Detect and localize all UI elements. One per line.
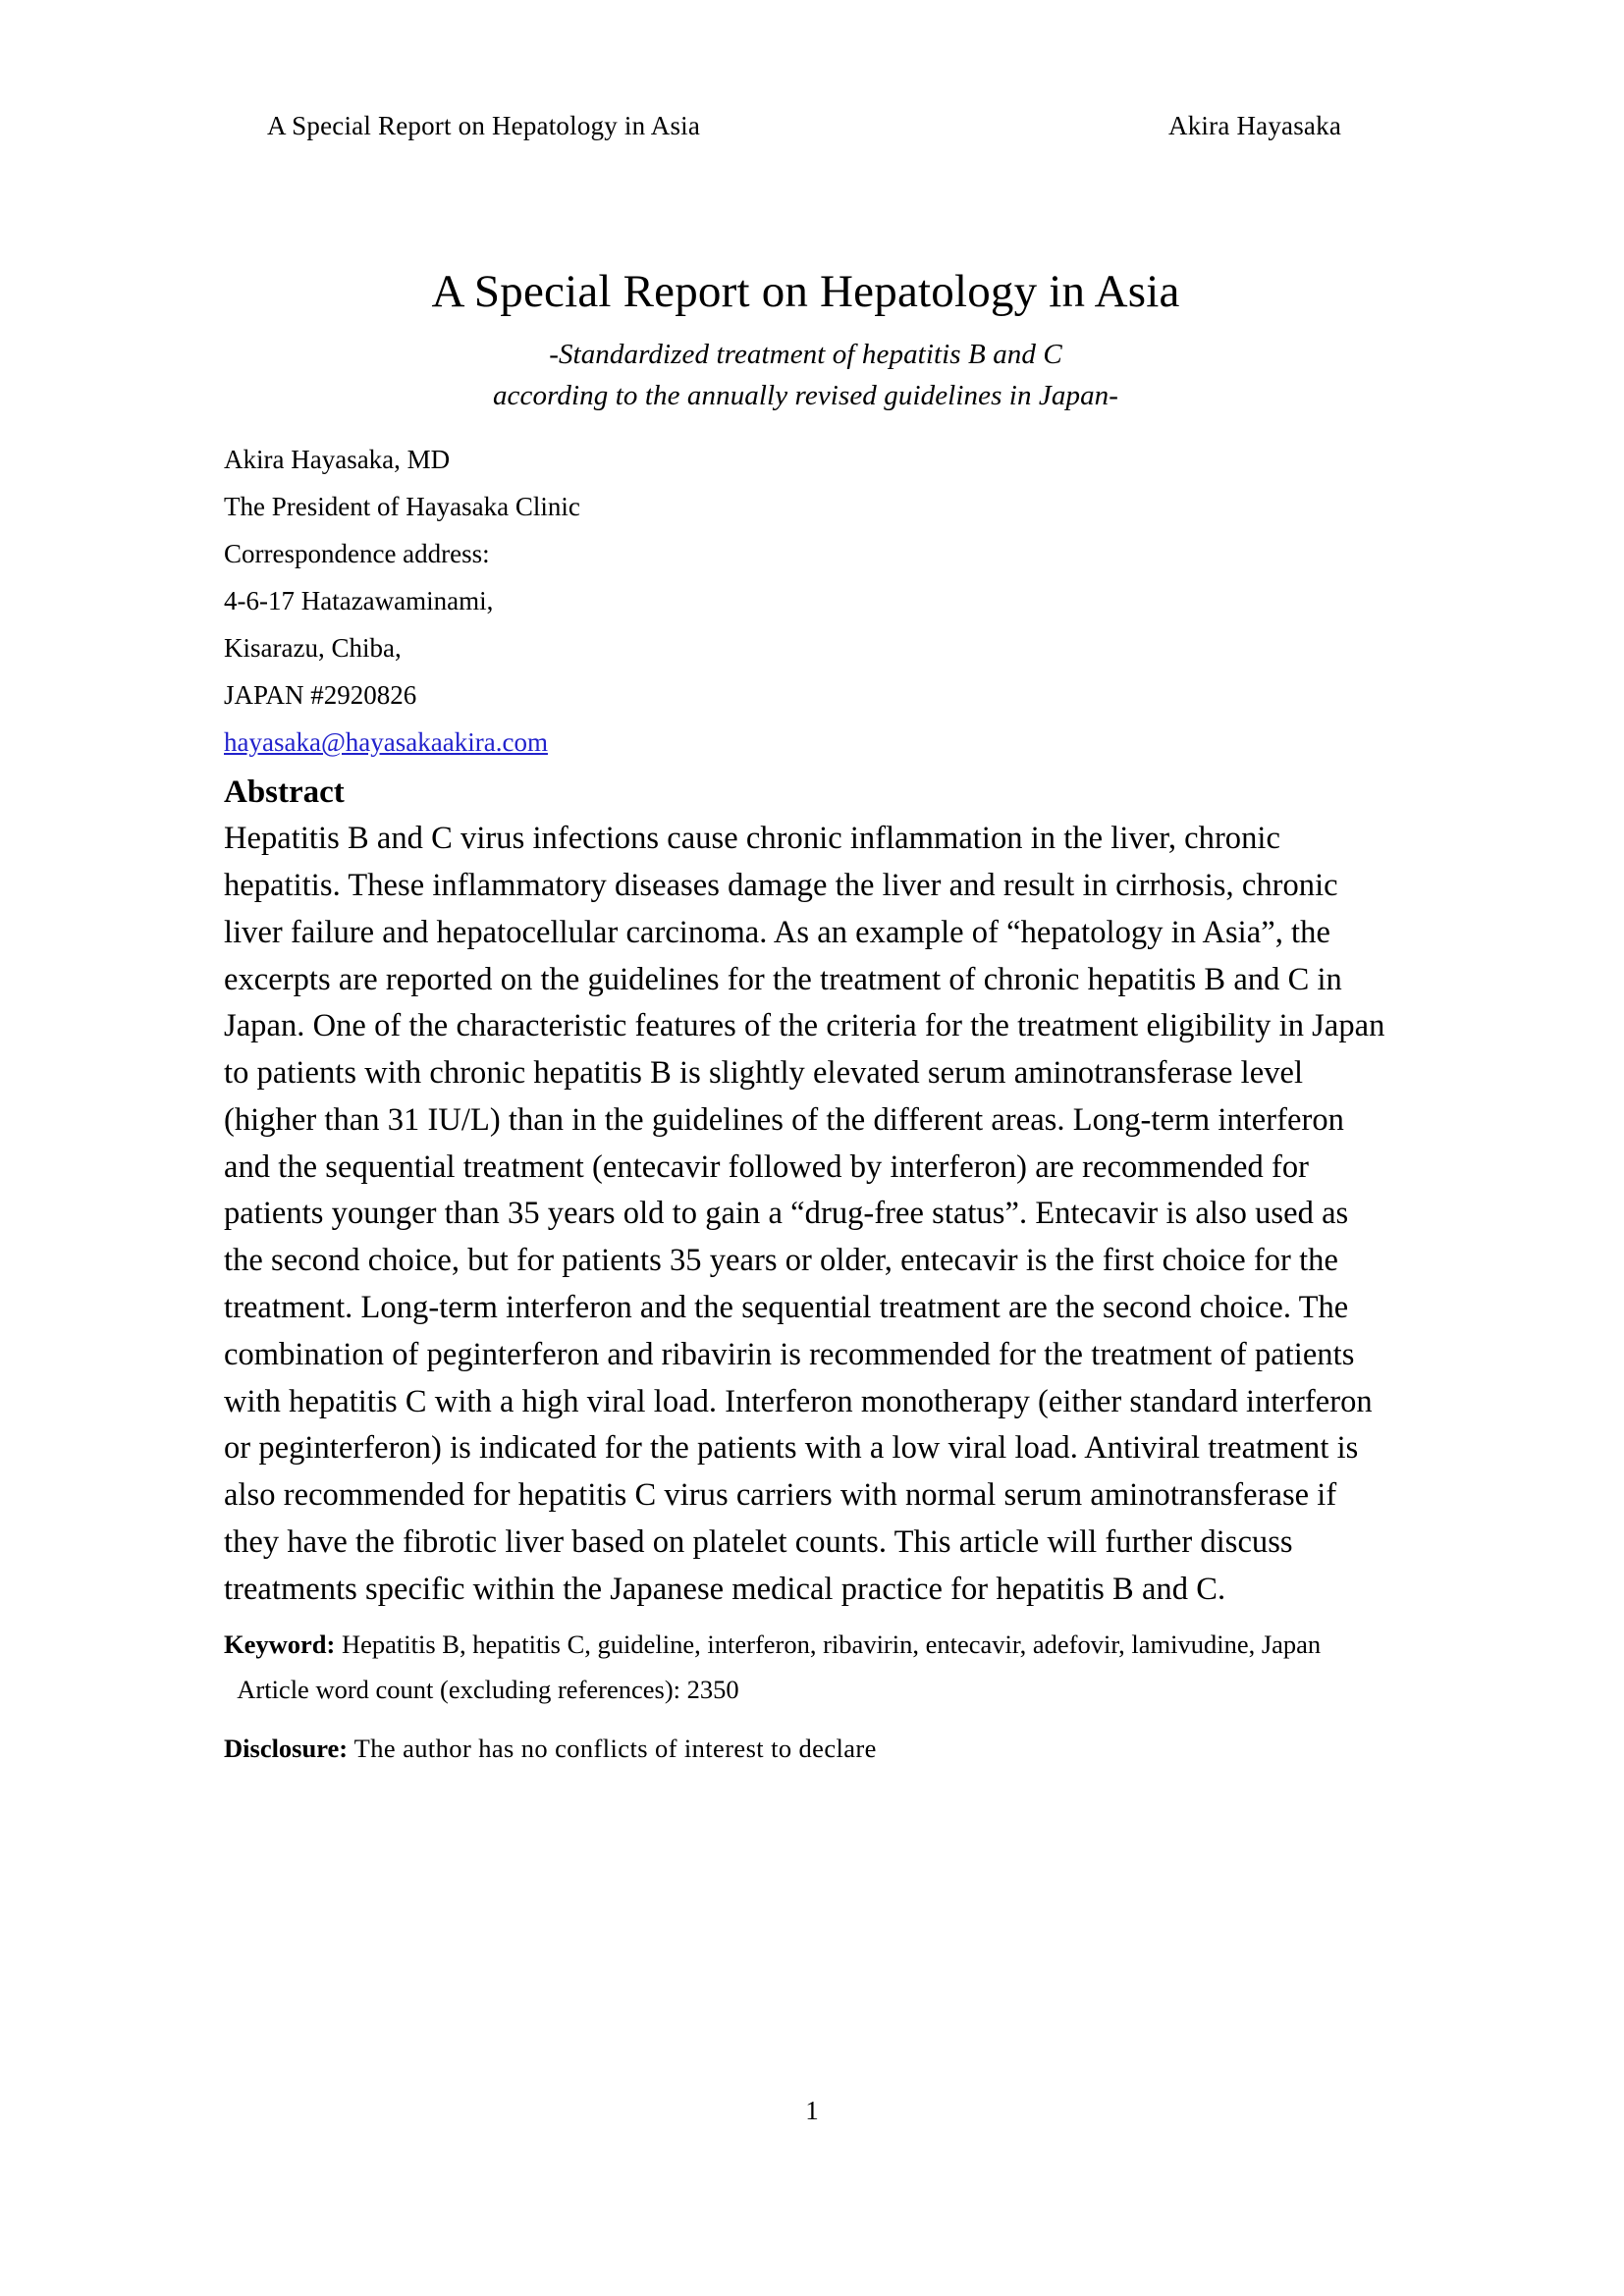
- page-title: A Special Report on Hepatology in Asia: [431, 266, 1180, 317]
- subtitle-line-2: according to the annually revised guidelines in Japan-: [492, 380, 1119, 412]
- abstract-heading: Abstract: [224, 774, 345, 811]
- keywords-block: [224, 1623, 1387, 1712]
- keywords-line: [224, 1623, 1387, 1712]
- disclosure-value: The author has no conflicts of interest to declare: [353, 1733, 877, 1763]
- address-line-1: 4-6-17 Hatazawaminami,: [224, 586, 494, 616]
- page-number: 1: [805, 2096, 819, 2125]
- word-count: Article word count (excluding references): 2350: [237, 1674, 739, 1704]
- disclosure-line: [224, 1727, 1387, 1772]
- address-line-3: JAPAN #2920826: [224, 680, 417, 711]
- keywords-label: Keyword:: [224, 1629, 336, 1660]
- abstract-body: Hepatitis B and C virus infections cause chronic inflammation in the liver, chronic hepatitis. These inflammatory diseases damage the liver and result in cirrhosis, chronic liver failure and hepatocellular carcinoma. As an example of “hepatology in Asia”, the excerpts are reported on the guidelines for the treatment of chronic hepatitis B and C in Japan. One of the characteristic features of the criteria for the treatment eligibility in Japan to patients with chronic hepatitis B is slightly elevated serum aminotransferase level (higher than 31 IU/L) than in the guidelines of the different areas. Long-term interferon and the sequential treatment (entecavir followed by interferon) are recommended for patients younger than 35 years old to gain a “drug-free status”. Entecavir is also used as the second choice, but for patients 35 years or older, entecavir is the first choice for the treatment. Long-term interferon and the sequential treatment are the second choice. The combination of peginterferon and ribavirin is recommended for the treatment of patients with hepatitis C with a high viral load. Interferon monotherapy (either standard interferon or peginterferon) is indicated for the patients with a low viral load. Antiviral treatment is also recommended for hepatitis C virus carriers with normal serum aminotransferase if they have the fibrotic liver based on platelet counts. This article will further discuss treatments specific within the Japanese medical practice for hepatitis B and C.: [224, 821, 1385, 1607]
- email-link[interactable]: hayasaka@hayasakaakira.com: [224, 727, 548, 758]
- disclosure-label: Disclosure:: [224, 1733, 349, 1763]
- running-header-author: Akira Hayasaka: [1168, 111, 1341, 140]
- author-position: The President of Hayasaka Clinic: [224, 492, 580, 522]
- running-header: [267, 110, 1357, 141]
- affiliation-block: [224, 436, 1387, 766]
- address-line-2: Kisarazu, Chiba,: [224, 633, 402, 664]
- email-line: [224, 719, 1387, 766]
- author-name: Akira Hayasaka, MD: [224, 445, 451, 475]
- correspondence-label: Correspondence address:: [224, 539, 490, 569]
- document-content: [224, 265, 1387, 1797]
- keywords-value: Hepatitis B, hepatitis C, guideline, interferon, ribavirin, entecavir, adefovir, lamivudine, Japan: [341, 1629, 1322, 1660]
- subtitle-line-1: -Standardized treatment of hepatitis B and C: [549, 339, 1062, 371]
- subtitle-block: [224, 334, 1387, 416]
- running-header-title: A Special Report on Hepatology in Asia: [267, 111, 701, 140]
